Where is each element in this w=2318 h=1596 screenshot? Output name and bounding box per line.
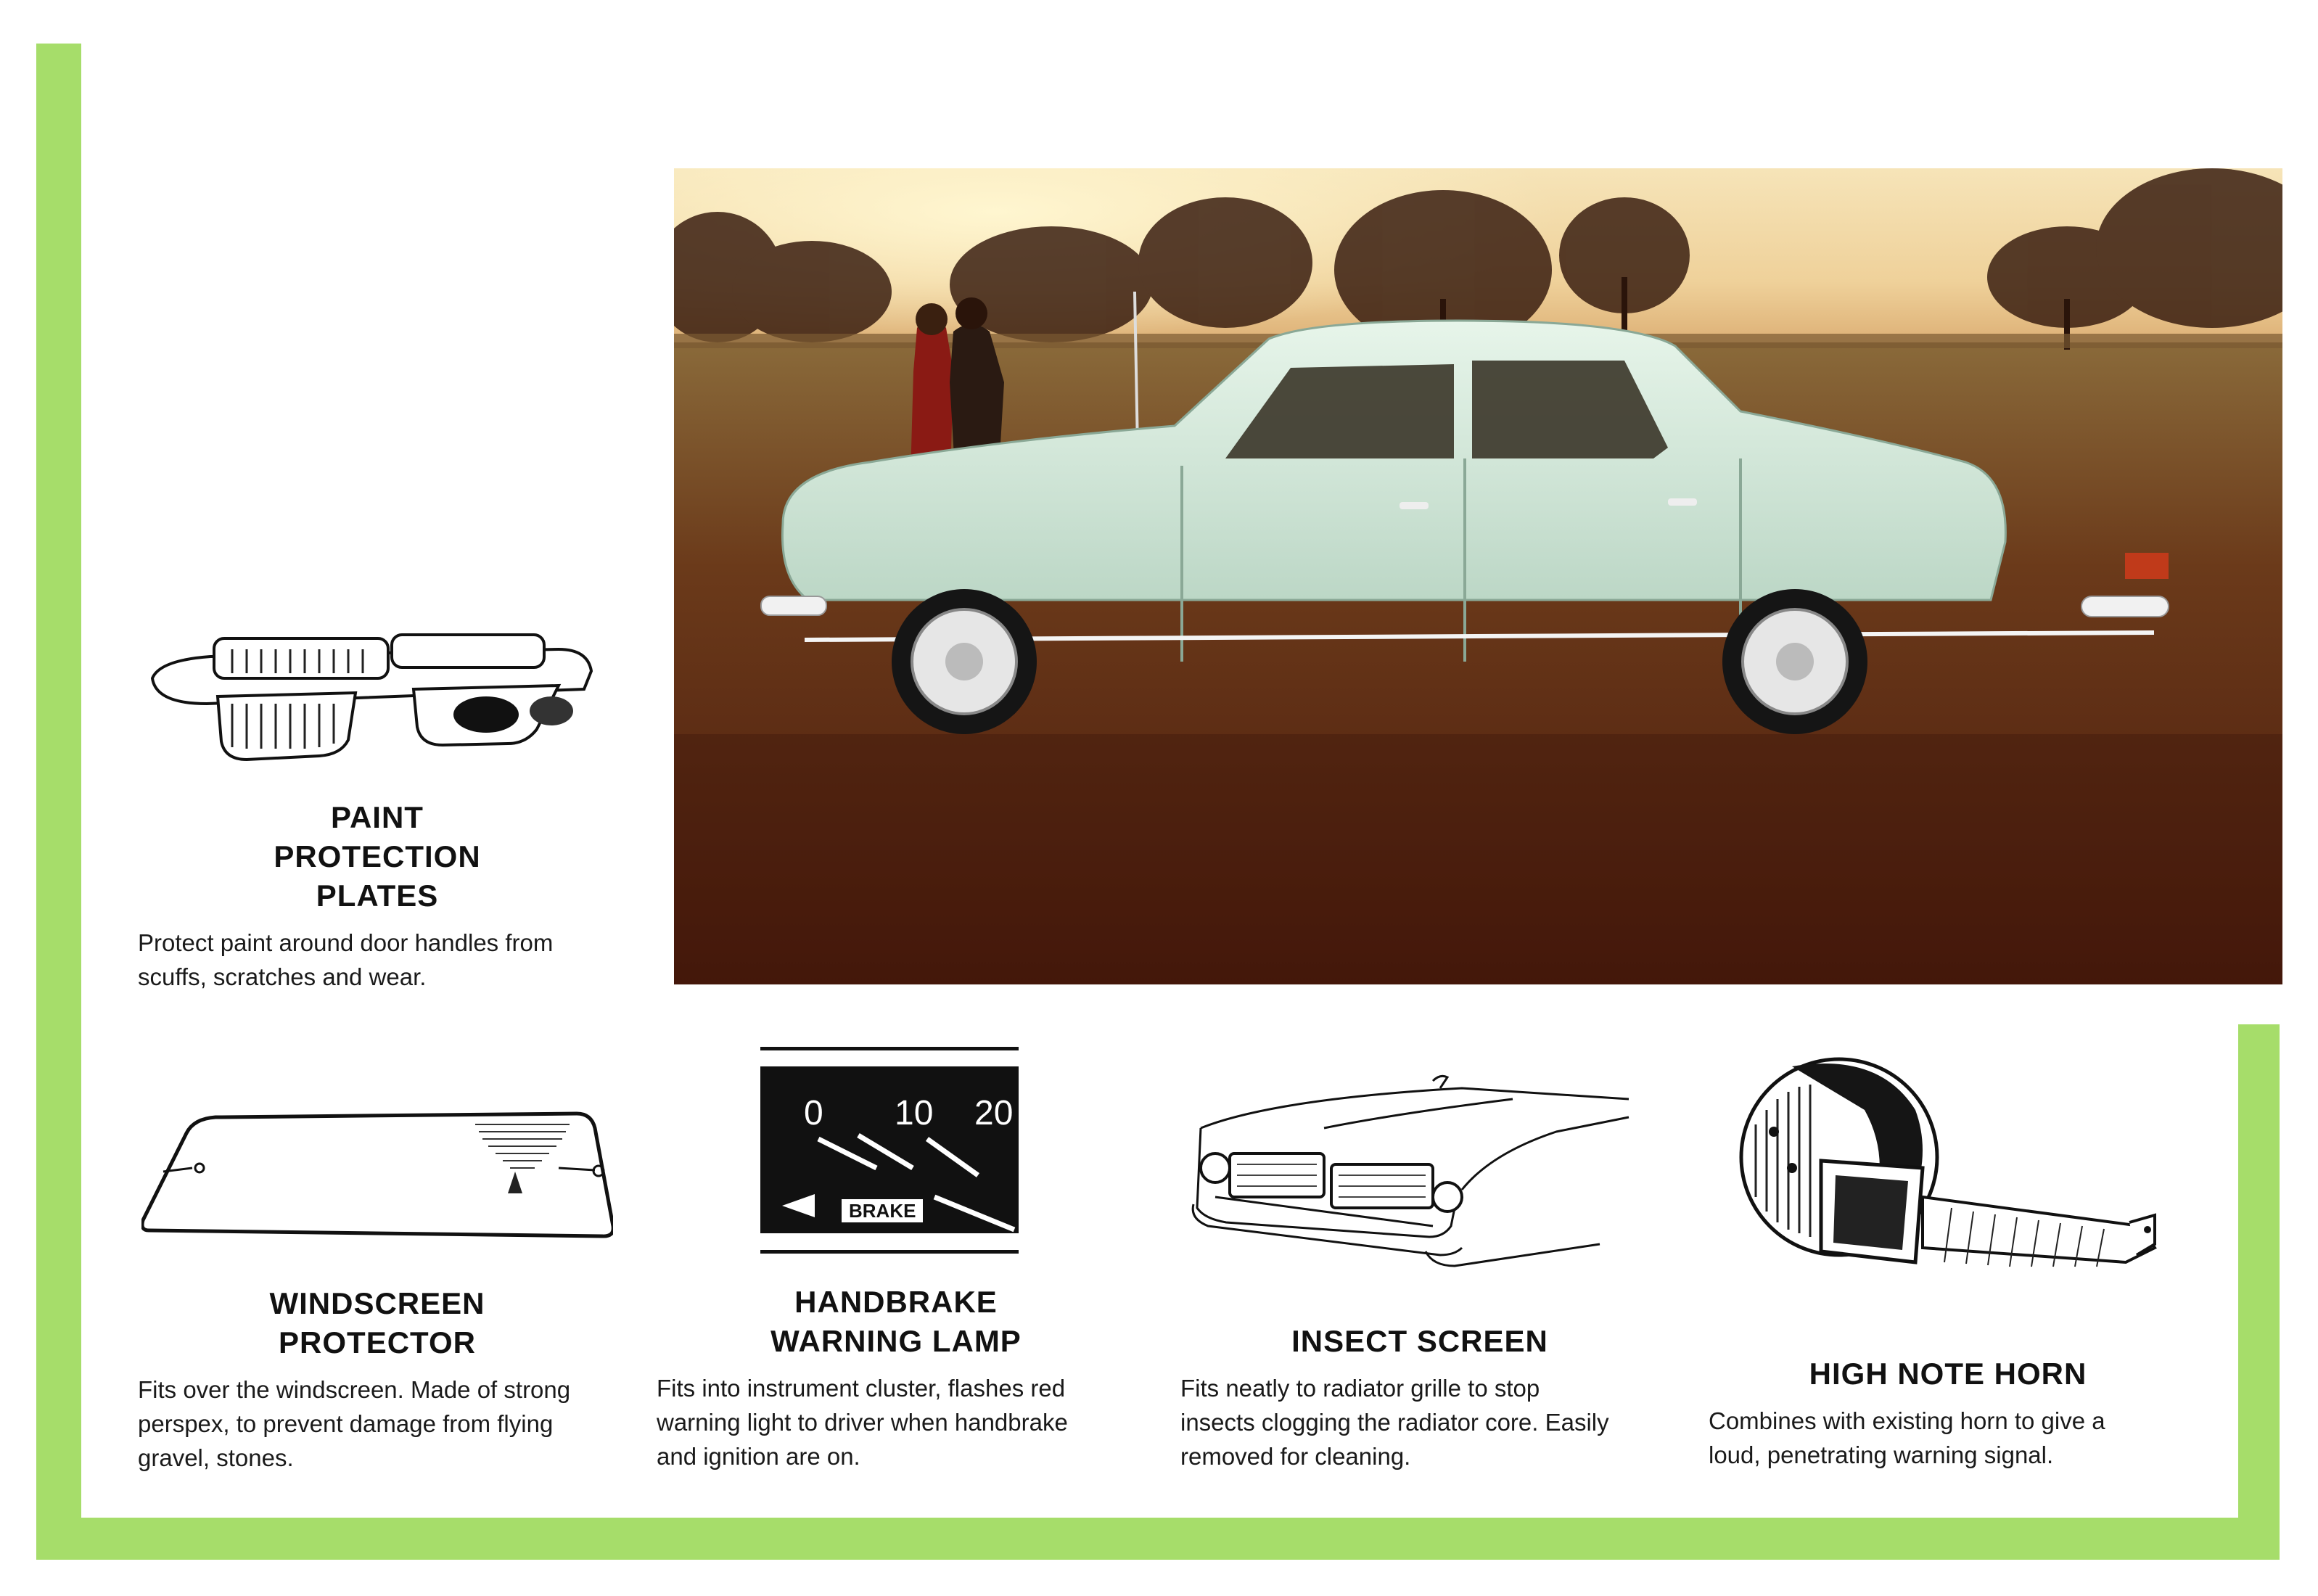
windscreen-protector-title <box>138 1284 617 1362</box>
gauge-tick-label: 0 <box>804 1094 823 1132</box>
right-border-band <box>2238 1024 2280 1560</box>
description-line: Protect paint around door handles from <box>138 929 554 956</box>
handbrake-warning-lamp-section <box>657 1283 1135 1473</box>
gauge-top-rule <box>760 1047 1019 1050</box>
title-line: INSECT SCREEN <box>1291 1324 1548 1358</box>
high-note-horn-title <box>1709 1354 2187 1394</box>
high-note-horn-section <box>1709 1354 2187 1472</box>
description-line: Fits neatly to radiator grille to stop <box>1180 1375 1540 1402</box>
brake-label <box>842 1199 923 1222</box>
description-line: gravel, stones. <box>138 1444 294 1471</box>
handbrake-warning-lamp-title <box>657 1283 1135 1361</box>
title-line: HANDBRAKE <box>794 1285 998 1319</box>
title-line: PAINT <box>331 800 424 834</box>
windscreen-protector-illustration <box>141 1110 613 1241</box>
description-line: and ignition are on. <box>657 1443 860 1470</box>
description-line: loud, penetrating warning signal. <box>1709 1441 2054 1468</box>
gauge-bottom-rule <box>760 1250 1019 1254</box>
windscreen-protector-section <box>138 1284 617 1475</box>
paint-protection-plates-title <box>138 798 617 916</box>
insect-screen-description <box>1180 1371 1659 1473</box>
description-line: insects clogging the radiator core. Easily <box>1180 1409 1609 1436</box>
handbrake-warning-lamp-illustration <box>760 1047 1022 1261</box>
description-line: Fits over the windscreen. Made of strong <box>138 1376 571 1403</box>
gauge-tick-label: 20 <box>974 1094 1014 1132</box>
paint-protection-plates-section <box>138 798 617 994</box>
description-line: Combines with existing horn to give a <box>1709 1407 2105 1434</box>
insect-screen-title <box>1180 1322 1659 1361</box>
title-line: PLATES <box>316 879 439 913</box>
gauge-arrow-icon <box>782 1194 815 1217</box>
car-photo <box>674 168 2282 984</box>
title-line: HIGH NOTE HORN <box>1809 1357 2087 1391</box>
bottom-border-band <box>36 1518 2280 1560</box>
description-line: perspex, to prevent damage from flying <box>138 1410 554 1437</box>
gauge-tick-label: 10 <box>895 1094 934 1132</box>
handbrake-warning-lamp-description <box>657 1371 1135 1473</box>
paint-protection-plates-description <box>138 926 617 994</box>
description-line: scuffs, scratches and wear. <box>138 963 427 990</box>
title-line: WARNING LAMP <box>770 1324 1022 1358</box>
insect-screen-section <box>1180 1322 1659 1473</box>
high-note-horn-illustration <box>1734 1052 2169 1284</box>
title-line: PROTECTION <box>274 839 481 873</box>
description-line: warning light to driver when handbrake <box>657 1409 1068 1436</box>
description-line: removed for cleaning. <box>1180 1443 1411 1470</box>
brake-label-text: BRAKE <box>849 1200 916 1222</box>
title-line: WINDSCREEN <box>269 1286 485 1320</box>
paint-protection-plates-illustration <box>145 609 595 762</box>
description-line: Fits into instrument cluster, flashes red <box>657 1375 1066 1402</box>
high-note-horn-description <box>1709 1404 2187 1472</box>
windscreen-protector-description <box>138 1373 617 1475</box>
insect-screen-illustration <box>1186 1074 1636 1270</box>
left-border-band <box>36 44 81 1560</box>
title-line: PROTECTOR <box>279 1325 476 1360</box>
